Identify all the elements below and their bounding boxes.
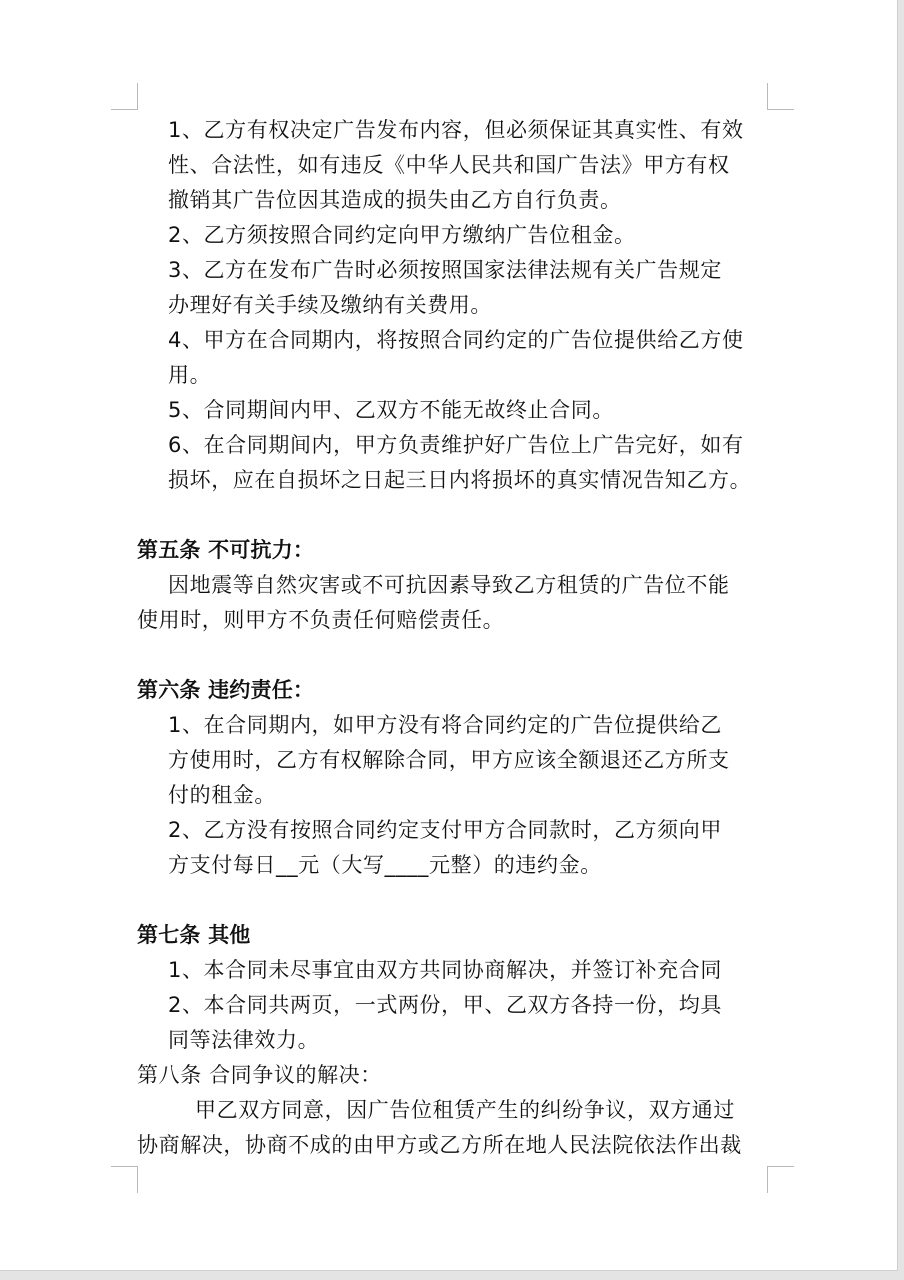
text-line: 4、甲方在合同期内，将按照合同约定的广告位提供给乙方使 <box>168 328 744 352</box>
obligations-list <box>137 113 769 498</box>
text-line: 方支付每日__元（大写____元整）的违约金。 <box>168 853 602 877</box>
list-item <box>137 218 769 253</box>
list-item <box>137 953 769 988</box>
margin-corner-mark-top-left <box>111 83 138 110</box>
text-line: 同等法律效力。 <box>168 1028 320 1052</box>
list-item <box>137 253 769 323</box>
article-heading: 第五条 不可抗力： <box>137 538 315 562</box>
margin-corner-mark-top-right <box>767 83 794 110</box>
document-body <box>137 113 769 1163</box>
article-5 <box>137 533 769 638</box>
list-item <box>137 708 769 813</box>
list-item <box>137 323 769 393</box>
spacer <box>137 883 769 918</box>
text-line: 办理好有关手续及缴纳有关费用。 <box>168 293 492 317</box>
text-line: 1、乙方有权决定广告发布内容，但必须保证其真实性、有效 <box>168 118 744 142</box>
article-6 <box>137 673 769 883</box>
list-item <box>137 428 769 498</box>
margin-corner-mark-bottom-left <box>111 1166 138 1193</box>
text-line: 1、在合同期内，如甲方没有将合同约定的广告位提供给乙 <box>168 713 722 737</box>
article-heading: 第八条 合同争议的解决： <box>137 1063 382 1087</box>
text-line: 甲乙双方同意，因广告位租赁产生的纠纷争议，双方通过 <box>195 1098 735 1122</box>
text-line: 付的租金。 <box>168 783 276 807</box>
article-heading: 第七条 其他 <box>137 923 251 947</box>
text-line: 6、在合同期间内，甲方负责维护好广告位上广告完好，如有 <box>168 433 744 457</box>
text-line: 方使用时，乙方有权解除合同，甲方应该全额退还乙方所支 <box>168 748 730 772</box>
text-line: 1、本合同未尽事宜由双方共同协商解决，并签订补充合同 <box>168 958 722 982</box>
margin-corner-mark-bottom-right <box>767 1166 794 1193</box>
text-line: 使用时，则甲方不负责任何赔偿责任。 <box>137 608 505 632</box>
text-line: 撤销其广告位因其造成的损失由乙方自行负责。 <box>168 188 622 212</box>
text-line: 2、乙方须按照合同约定向甲方缴纳广告位租金。 <box>168 223 636 247</box>
article-heading: 第六条 违约责任： <box>137 678 315 702</box>
text-line: 协商解决，协商不成的由甲方或乙方所在地人民法院依法作出裁 <box>137 1133 742 1157</box>
list-item <box>137 393 769 428</box>
text-line: 2、乙方没有按照合同约定支付甲方合同款时，乙方须向甲 <box>168 818 722 842</box>
text-line: 5、合同期间内甲、乙双方不能无故终止合同。 <box>168 398 614 422</box>
text-line: 2、本合同共两页，一式两份，甲、乙双方各持一份，均具 <box>168 993 722 1017</box>
article-8 <box>137 1058 769 1163</box>
text-line: 3、乙方在发布广告时必须按照国家法律法规有关广告规定 <box>168 258 722 282</box>
spacer <box>137 498 769 533</box>
article-7 <box>137 918 769 1058</box>
text-line: 性、合法性，如有违反《中华人民共和国广告法》甲方有权 <box>168 153 730 177</box>
spacer <box>137 638 769 673</box>
list-item <box>137 813 769 883</box>
text-line: 因地震等自然灾害或不可抗因素导致乙方租赁的广告位不能 <box>168 573 730 597</box>
list-item <box>137 988 769 1058</box>
text-line: 用。 <box>168 363 212 387</box>
list-item <box>137 113 769 218</box>
text-line: 损坏，应在自损坏之日起三日内将损坏的真实情况告知乙方。 <box>168 468 752 492</box>
